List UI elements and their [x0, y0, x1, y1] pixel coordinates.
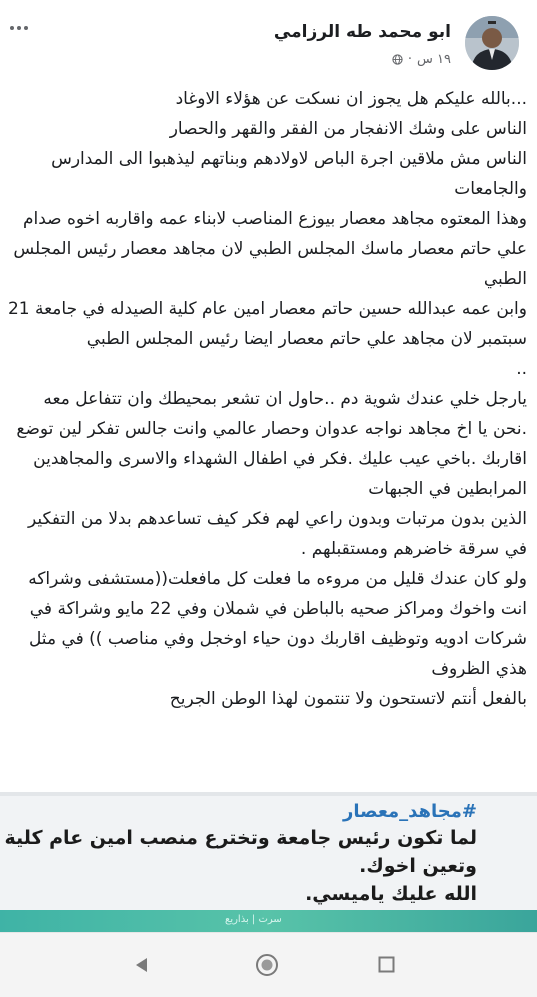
more-options-icon[interactable]: [10, 22, 36, 34]
post-paragraph: بالفعل أنتم لاتستحون ولا تنتمون لهذا الوطن الجريح: [169, 689, 527, 709]
post-paragraph: الذين بدون مرتبات وبدون راعي لهم فكر كيف تساعدهم بدلا من التفكير في سرقة خاضرهم ومستقبلهم .: [27, 509, 527, 559]
recent-apps-icon[interactable]: [378, 956, 395, 973]
card-text: [4, 800, 477, 908]
post-body: [6, 84, 527, 714]
avatar-image: [465, 16, 519, 70]
author-avatar[interactable]: [465, 16, 519, 70]
post-paragraph: وهذا المعتوه مجاهد معصار بيوزع المناصب لابناء عمه واقاربه اخوه صدام علي حاتم معصار ماسك المجلس الطبي لان مجاهد معصار رئيس المجلس الطبي: [13, 209, 527, 289]
card-top-strip: [0, 792, 537, 796]
post-paragraph: ولو كان عندك قليل من مروءه ما فعلت كل مافعلت((مستشفى وشراكه انت واخوك ومراكز صحيه بالباطن في شملان وفي 22 مايو وشراكة في شركات ادويه وتوظيف اقاربك دون حياء اوخجل وفي مناصب )) في مثل هذي الظروف: [28, 569, 527, 679]
post-paragraph: يارجل خلي عندك شوية دم ..حاول ان تشعر بمحيطك وان تتفاعل معه .نحن يا اخ مجاهد نواجه عدوان وحصار عالمي وانت جالس تفكر لين توضع اقاربك .باخي عيب عليك .فكر في اطفال الشهداء والاسرى والمجاهدين المرابطين في الجبهات: [16, 389, 527, 499]
card-footer-text: سرت | بذاريع: [225, 914, 282, 925]
meta-separator: ·: [407, 52, 413, 67]
shared-image-card[interactable]: [0, 792, 537, 932]
post-meta: [392, 52, 451, 67]
post-paragraph: الناس على وشك الانفجار من الفقر والقهر والحصار: [169, 119, 527, 139]
post-paragraph: ..: [516, 359, 527, 379]
post-timestamp[interactable]: ١٩ س: [417, 52, 451, 67]
card-bottom-band: [0, 910, 537, 932]
system-navigation-bar: [0, 932, 537, 997]
card-hashtag[interactable]: #مجاهد_معصار: [343, 801, 477, 822]
post-paragraph: وابن عمه عبدالله حسين حاتم معصار امين عام كلية الصيدله في جامعة 21 سبتمبر لان مجاهد علي حاتم معصار ايضا رئيس المجلس الطبي: [7, 299, 527, 349]
author-name[interactable]: ابو محمد طه الرزامي: [273, 22, 451, 42]
globe-icon[interactable]: [392, 54, 403, 65]
card-line: لما تكون رئيس جامعة وتخترع منصب امين عام كلية: [4, 827, 477, 849]
post-paragraph: الناس مش ملاقين اجرة الباص لاولادهم وبناتهم ليذهبوا الى المدارس والجامعات: [51, 149, 527, 199]
card-line: وتعين اخوك.: [359, 855, 477, 877]
post-paragraph: ...بالله عليكم هل يجوز ان نسكت عن هؤلاء الاوغاد: [175, 89, 527, 109]
card-line: الله عليك ياميسي.: [305, 883, 477, 905]
post-header: [0, 0, 537, 80]
home-circle-icon[interactable]: [255, 953, 279, 977]
back-triangle-icon[interactable]: [132, 955, 152, 975]
